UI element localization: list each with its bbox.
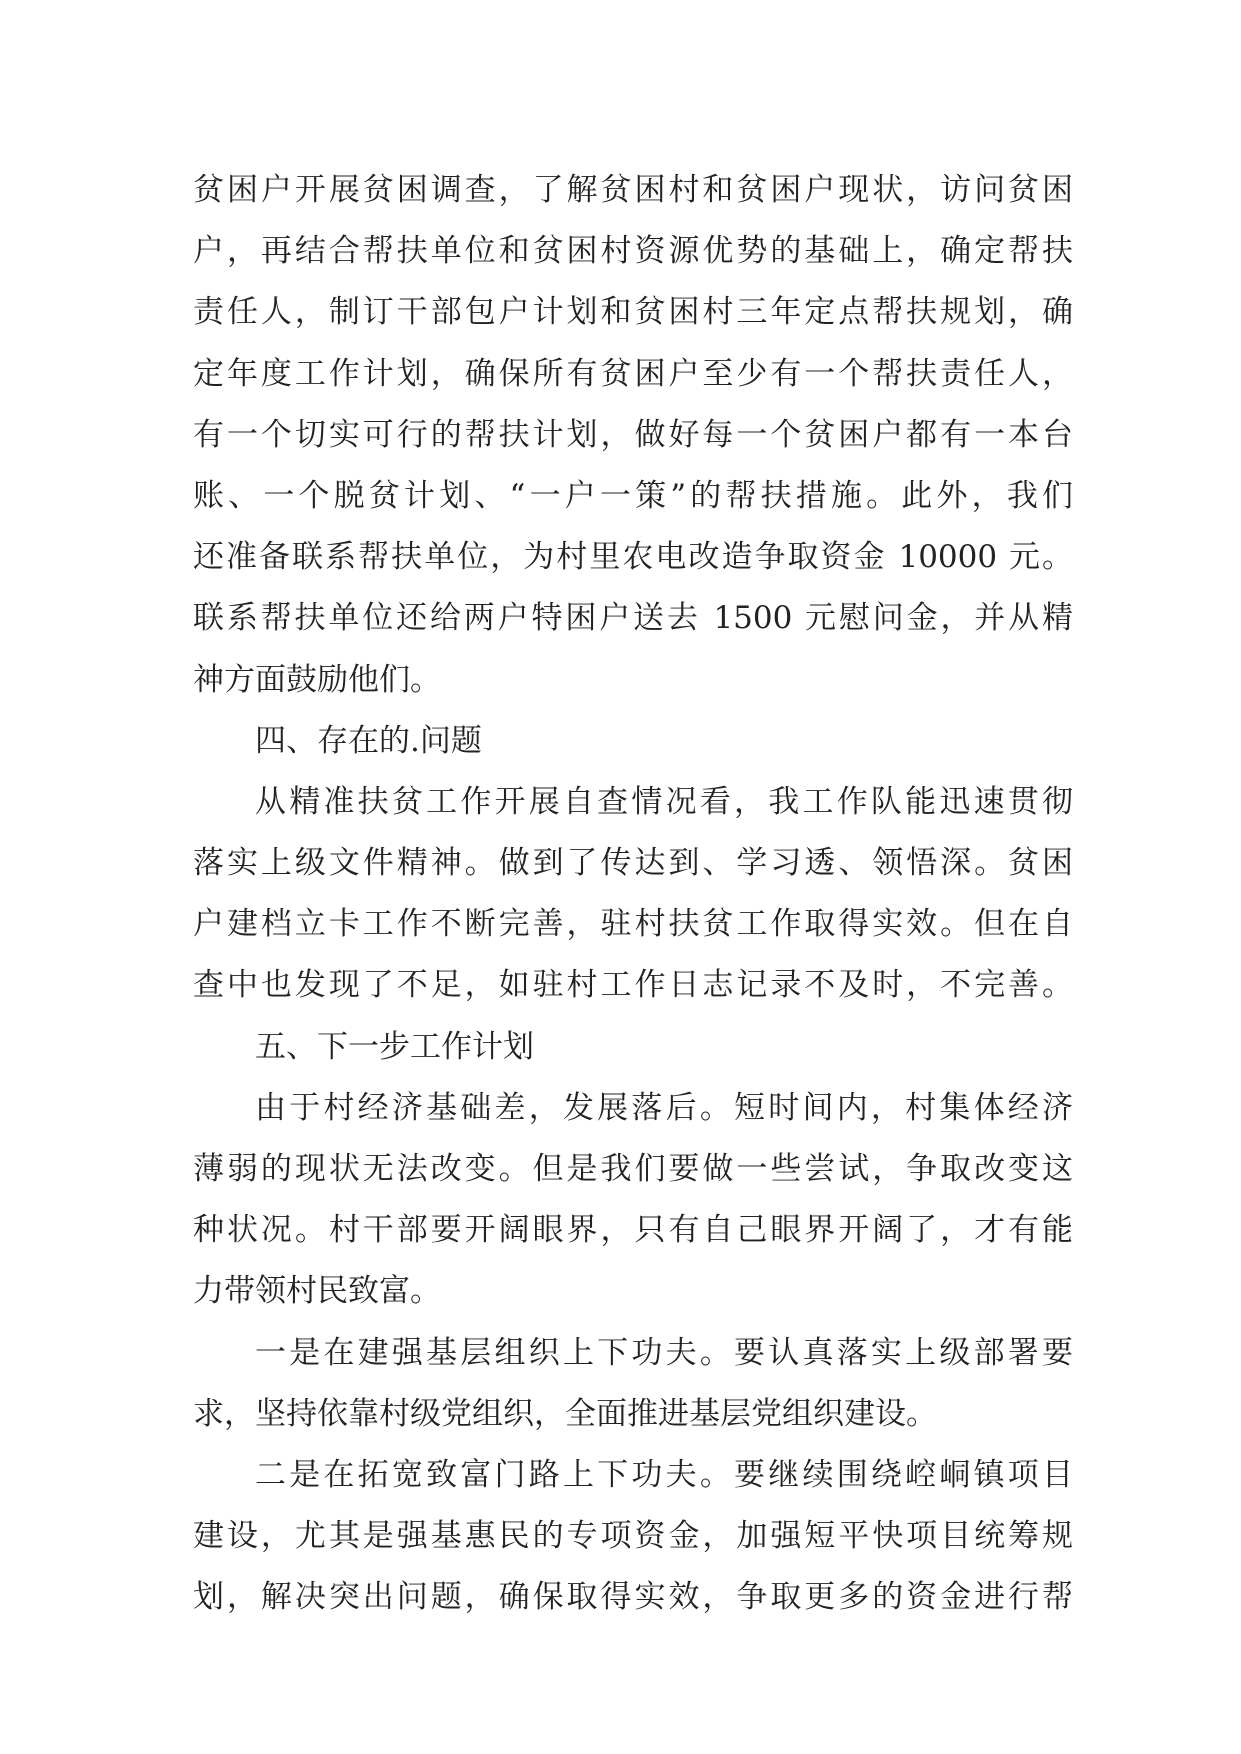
text-line: 账、一个脱贫计划、“一户一策”的帮扶措施。此外，我们 (193, 477, 1073, 514)
text-line: 定年度工作计划，确保所有贫困户至少有一个帮扶责任人， (193, 355, 1073, 392)
text-line: 神方面鼓励他们。 (193, 661, 441, 698)
text-line: 二是在拓宽致富门路上下功夫。要继续围绕崆峒镇项目 (255, 1456, 1073, 1493)
text-line: 五、下一步工作计划 (255, 1028, 534, 1065)
text-line: 由于村经济基础差，发展落后。短时间内，村集体经济 (255, 1089, 1073, 1126)
text-line: 种状况。村干部要开阔眼界，只有自己眼界开阔了，才有能 (193, 1212, 1073, 1249)
text-line: 一是在建强基层组织上下功夫。要认真落实上级部署要 (255, 1334, 1073, 1371)
text-line: 建设，尤其是强基惠民的专项资金，加强短平快项目统筹规 (193, 1518, 1073, 1555)
text-line: 求，坚持依靠村级党组织，全面推进基层党组织建设。 (193, 1395, 937, 1432)
text-line: 落实上级文件精神。做到了传达到、学习透、领悟深。贫困 (193, 845, 1073, 882)
text-line: 有一个切实可行的帮扶计划，做好每一个贫困户都有一本台 (193, 416, 1073, 453)
text-line: 联系帮扶单位还给两户特困户送去 1500 元慰问金，并从精 (193, 600, 1073, 637)
text-line: 划，解决突出问题，确保取得实效，争取更多的资金进行帮 (193, 1579, 1073, 1616)
text-line: 贫困户开展贫困调查，了解贫困村和贫困户现状，访问贫困 (193, 172, 1073, 208)
text-line: 户，再结合帮扶单位和贫困村资源优势的基础上，确定帮扶 (193, 233, 1073, 270)
document-body (193, 160, 1073, 1629)
text-line: 还准备联系帮扶单位，为村里农电改造争取资金 10000 元。 (193, 539, 1073, 576)
text-line: 力带领村民致富。 (193, 1273, 441, 1310)
text-line: 从精准扶贫工作开展自查情况看，我工作队能迅速贯彻 (255, 783, 1073, 820)
text-line: 四、存在的.问题 (255, 722, 482, 759)
text-line: 责任人，制订干部包户计划和贫困村三年定点帮扶规划，确 (193, 294, 1073, 331)
text-line: 户建档立卡工作不断完善，驻村扶贫工作取得实效。但在自 (193, 906, 1073, 943)
text-line: 薄弱的现状无法改变。但是我们要做一些尝试，争取改变这 (193, 1151, 1073, 1187)
text-line: 查中也发现了不足，如驻村工作日志记录不及时，不完善。 (193, 967, 1073, 1004)
